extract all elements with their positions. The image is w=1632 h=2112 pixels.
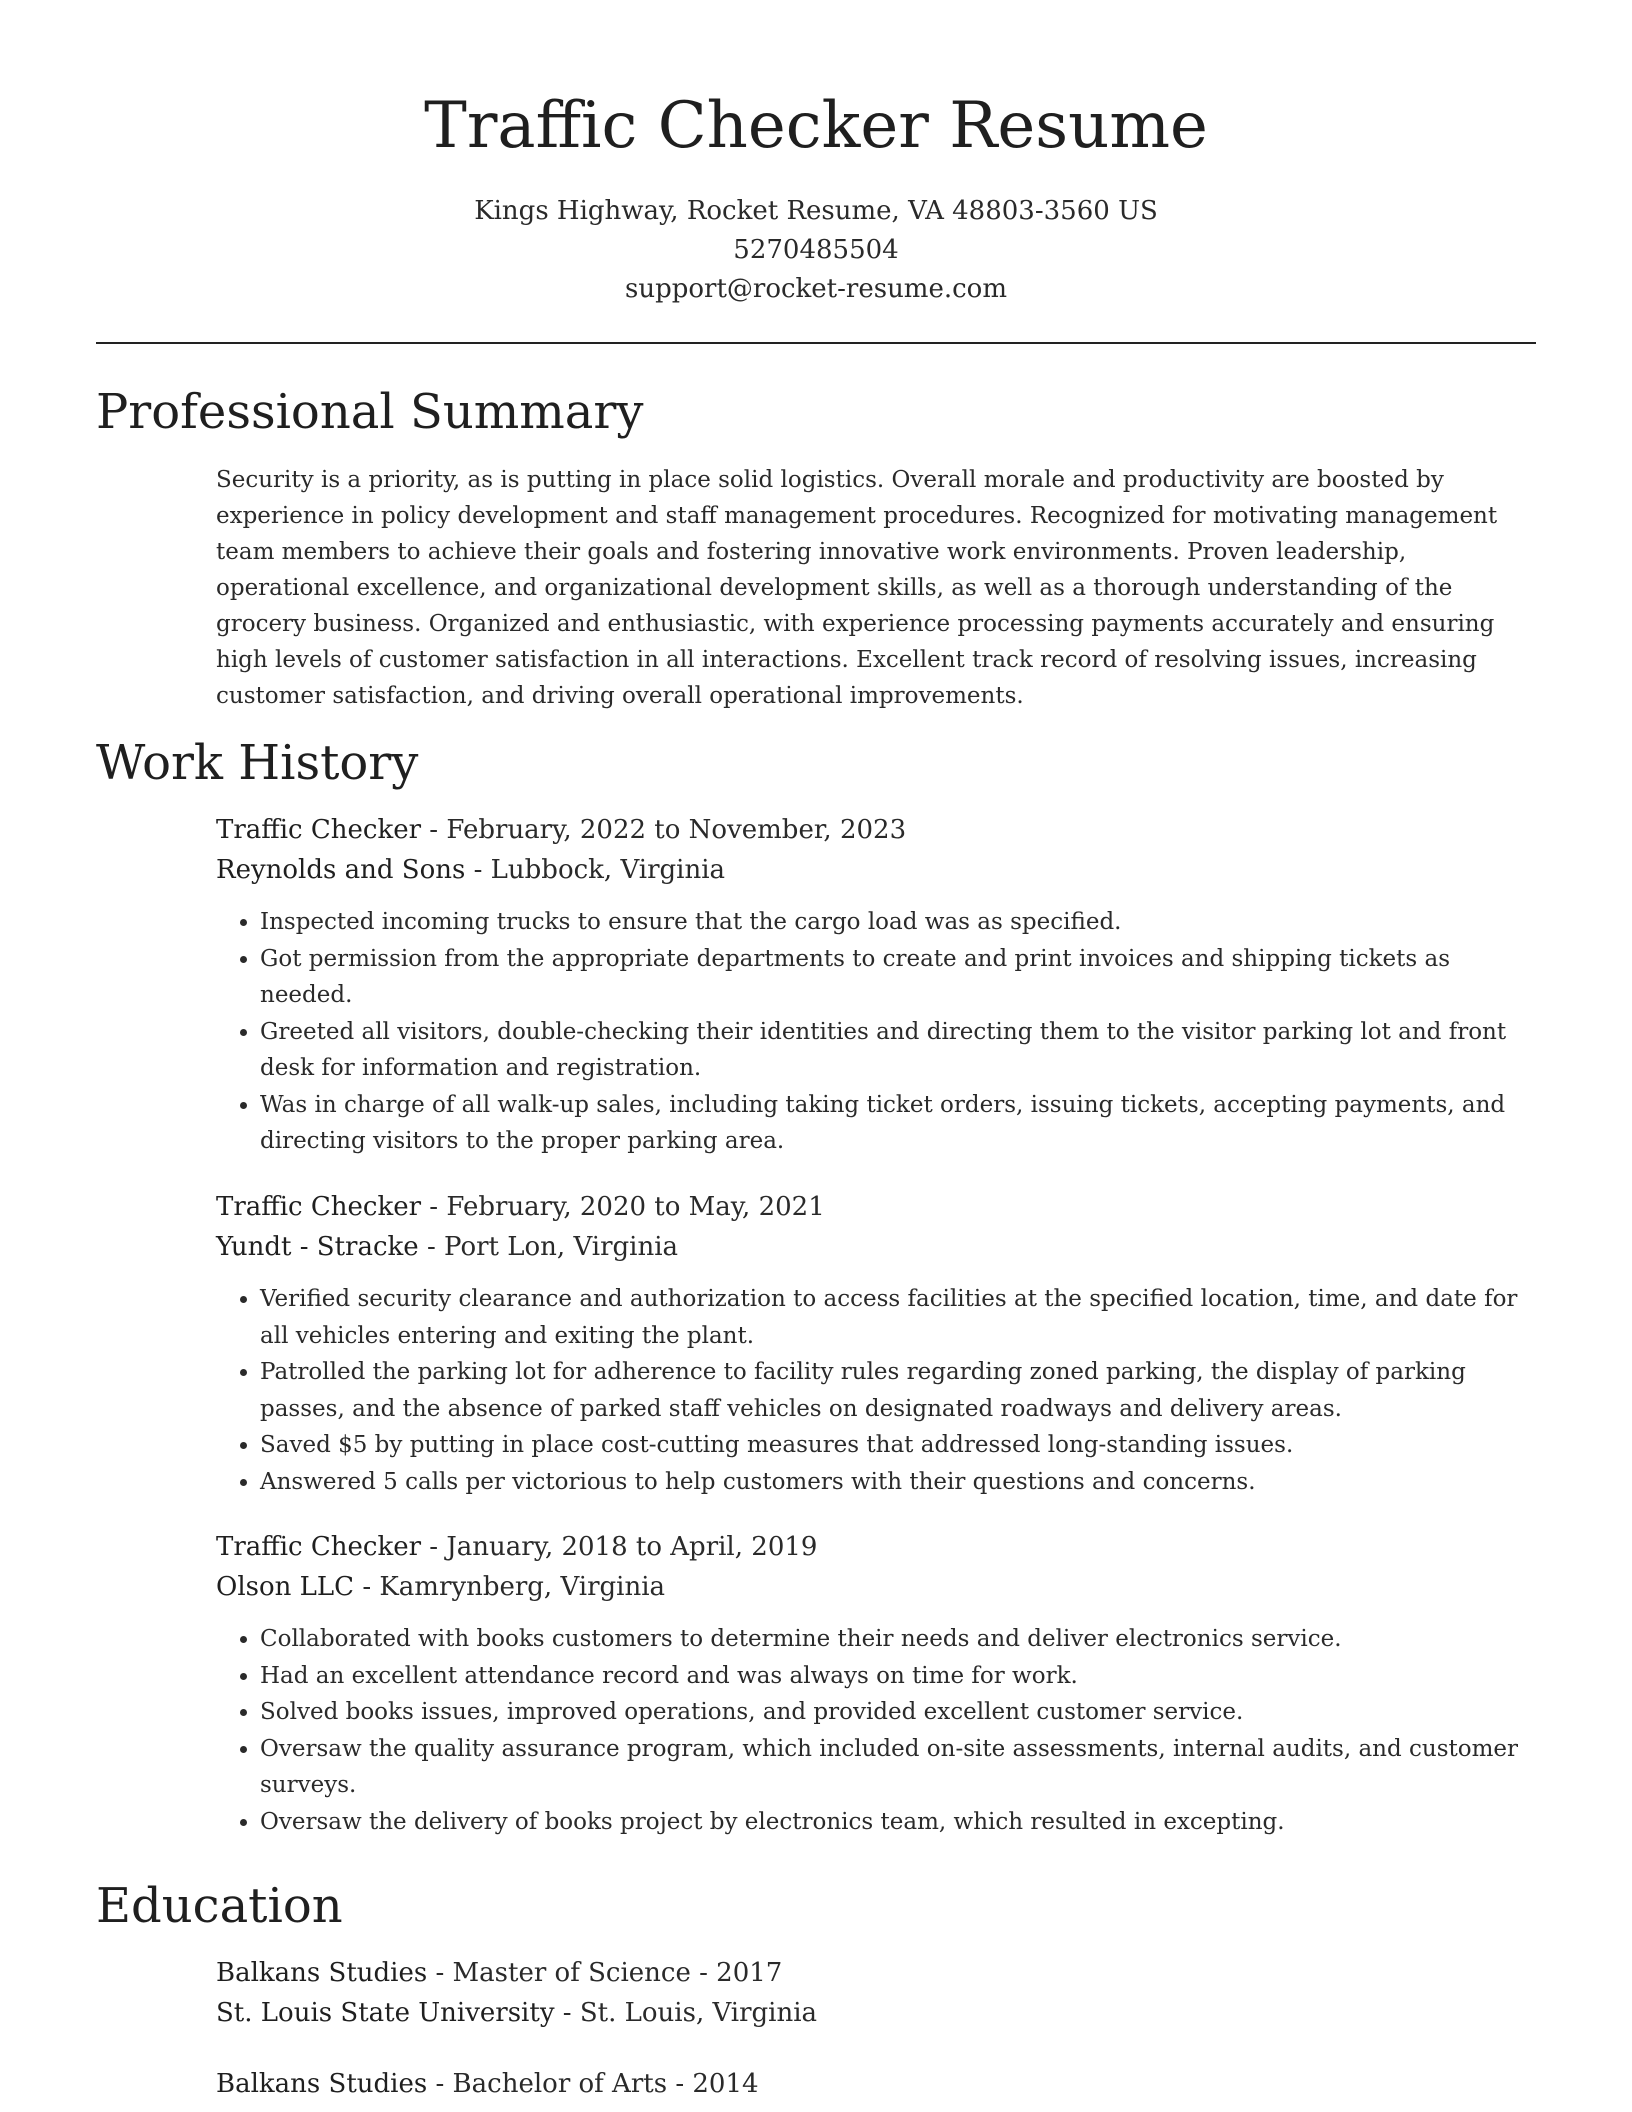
job-bullets xyxy=(216,1621,1536,1840)
education-entry xyxy=(216,1953,1536,2033)
list-item: • Solved books issues, improved operations, and provided excellent customer service. xyxy=(260,1694,1536,1731)
header-divider xyxy=(96,342,1536,344)
list-item: • Had an excellent attendance record and was always on time for work. xyxy=(260,1658,1536,1695)
job-header xyxy=(216,1187,1536,1267)
list-item: • Saved $5 by putting in place cost-cutting measures that addressed long-standing issues. xyxy=(260,1427,1536,1464)
education-degree: - Master of Science - 2017 xyxy=(427,1958,783,1988)
job-company-line xyxy=(216,1567,1536,1607)
job-location: - Lubbock, Virginia xyxy=(465,855,726,885)
education-entry xyxy=(216,2064,1536,2104)
job-company: Yundt - Stracke xyxy=(216,1232,419,1262)
resume-title: Traffic Checker Resume xyxy=(424,89,1208,163)
list-item: • Greeted all visitors, double-checking their identities and directing them to the visitor parking lot and front desk for information and registration. xyxy=(260,1014,1536,1087)
job-location: - Port Lon, Virginia xyxy=(418,1232,679,1262)
job-bullets xyxy=(216,904,1536,1160)
education-field: Balkans Studies xyxy=(216,1958,428,1988)
education-degree: - Bachelor of Arts - 2014 xyxy=(427,2069,759,2099)
education-location: - St. Louis, Virginia xyxy=(554,1998,818,2028)
job-bullets xyxy=(216,1281,1536,1500)
job-company: Olson LLC xyxy=(216,1572,355,1602)
list-item: • Inspected incoming trucks to ensure that the cargo load was as specified. xyxy=(260,904,1536,941)
job-company: Reynolds and Sons xyxy=(216,855,466,885)
job-title-line xyxy=(216,810,1536,850)
job-dates: - February, 2020 to May, 2021 xyxy=(421,1192,825,1222)
contact-address: Kings Highway, Rocket Resume, VA 48803-3560 US xyxy=(474,196,1158,226)
job-title: Traffic Checker xyxy=(216,1192,422,1222)
education-field: Balkans Studies xyxy=(216,2069,428,2099)
education-school-line xyxy=(216,1993,1536,2033)
list-item: • Oversaw the delivery of books project by electronics team, which resulted in excepting. xyxy=(260,1804,1536,1841)
job-title-line xyxy=(216,1187,1536,1227)
job-title-line xyxy=(216,1527,1536,1567)
job-header xyxy=(216,810,1536,890)
job-company-line xyxy=(216,1227,1536,1267)
education-heading: Education xyxy=(96,1878,343,1934)
list-item: • Answered 5 calls per victorious to help customers with their questions and concerns. xyxy=(260,1464,1536,1501)
job-header xyxy=(216,1527,1536,1607)
contact-phone: 5270485504 xyxy=(733,235,899,265)
education-school: St. Louis State University xyxy=(216,1998,555,2028)
summary-text: Security is a priority, as is putting in place solid logistics. Overall morale and productivity are boosted by experience in policy development and staff management procedures. Recognized for motivating management team members to achieve their goals and fostering innovative work environments. Proven leadership, operational excellence, and organizational development skills, as well as a thorough understanding of the grocery business. Organized and enthusiastic, with experience processing payments accurately and ensuring high levels of customer satisfaction in all interactions. Excellent track record of resolving issues, increasing customer satisfaction, and driving overall operational improvements. xyxy=(216,467,1498,709)
education-degree-line xyxy=(216,1953,1536,1993)
list-item: • Got permission from the appropriate departments to create and print invoices and shipping tickets as needed. xyxy=(260,941,1536,1014)
list-item: • Collaborated with books customers to determine their needs and deliver electronics service. xyxy=(260,1621,1536,1658)
work-history-heading: Work History xyxy=(96,735,419,791)
job-title: Traffic Checker xyxy=(216,1532,422,1562)
job-dates: - January, 2018 to April, 2019 xyxy=(421,1532,818,1562)
education-degree-line xyxy=(216,2064,1536,2104)
job-location: - Kamrynberg, Virginia xyxy=(354,1572,666,1602)
contact-email: support@rocket-resume.com xyxy=(624,274,1007,304)
job-title: Traffic Checker xyxy=(216,815,422,845)
job-company-line xyxy=(216,850,1536,890)
list-item: • Patrolled the parking lot for adherence to facility rules regarding zoned parking, the display of parking passes, and the absence of parked staff vehicles on designated roadways and delivery areas. xyxy=(260,1354,1536,1427)
job-dates: - February, 2022 to November, 2023 xyxy=(421,815,907,845)
summary-heading: Professional Summary xyxy=(96,384,644,440)
list-item: • Was in charge of all walk-up sales, including taking ticket orders, issuing tickets, accepting payments, and directing visitors to the proper parking area. xyxy=(260,1087,1536,1160)
contact-info xyxy=(0,192,1632,309)
list-item: • Oversaw the quality assurance program, which included on-site assessments, internal audits, and customer surveys. xyxy=(260,1731,1536,1804)
list-item: • Verified security clearance and authorization to access facilities at the specified location, time, and date for all vehicles entering and exiting the plant. xyxy=(260,1281,1536,1354)
